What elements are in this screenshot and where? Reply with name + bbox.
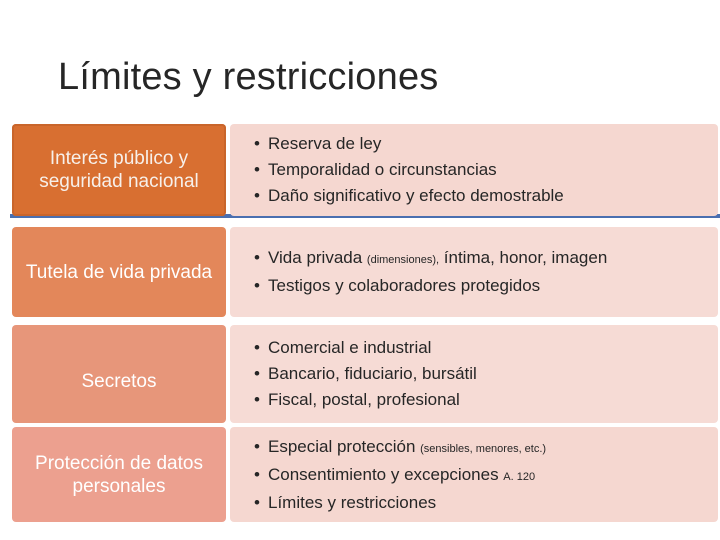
bullet-item [254, 335, 718, 361]
category-label-box [12, 427, 226, 522]
bullet-text-tail: íntima, honor, imagen [439, 248, 608, 267]
category-label: Tutela de vida privada [25, 261, 213, 283]
bullet-note: (sensibles, menores, etc.) [420, 442, 547, 455]
bullet-text: Límites y restricciones [268, 492, 437, 512]
bullet-item [254, 361, 718, 387]
bullet-text: Consentimiento y excepciones [268, 464, 504, 484]
bullet-text: Daño significativo y efecto demostrable [268, 186, 564, 205]
bullet-text: Comercial e industrial [268, 338, 432, 357]
bullet-text: Reserva de ley [268, 134, 382, 153]
row-proteccion-datos [12, 427, 718, 522]
bullet-dot: • [254, 364, 260, 383]
slide-title: Límites y restricciones [58, 56, 439, 98]
bullet-item [254, 490, 718, 516]
bullet-dot: • [254, 186, 260, 205]
row-interes-publico [12, 124, 718, 216]
bullet-item [254, 387, 718, 413]
bullet-dot: • [254, 248, 260, 267]
bullet-note: (dimensiones), [366, 254, 440, 266]
detail-box [230, 124, 718, 216]
category-label: Secretos [81, 371, 157, 392]
bullet-dot: • [254, 338, 260, 357]
category-label: Protección de datos personales [35, 452, 203, 497]
bullet-dot: • [254, 276, 260, 295]
category-label-box [12, 325, 226, 423]
bullet-text: Especial protección [268, 436, 421, 456]
bullet-item [254, 183, 718, 209]
bullet-dot: • [254, 464, 260, 484]
bullet-text: Vida privada [268, 248, 367, 267]
bullet-item [254, 157, 718, 183]
bullet-item [254, 434, 718, 462]
bullet-text: Temporalidad o circunstancias [268, 160, 497, 179]
bullet-text: Fiscal, postal, profesional [268, 390, 460, 409]
bullet-note: A. 120 [503, 470, 536, 483]
row-tutela-vida-privada [12, 227, 718, 317]
bullet-dot: • [254, 436, 260, 456]
category-label-box [12, 227, 226, 317]
category-label: Interés público y seguridad nacional [39, 148, 199, 192]
detail-box [230, 227, 718, 317]
bullet-dot: • [254, 390, 260, 409]
category-label-box [12, 124, 226, 216]
bullet-text: Bancario, fiduciario, bursátil [268, 364, 477, 383]
bullet-item [254, 273, 718, 299]
bullet-item [254, 245, 718, 273]
detail-box [230, 427, 718, 522]
bullet-text: Testigos y colaboradores protegidos [268, 276, 541, 295]
detail-box [230, 325, 718, 423]
bullet-dot: • [254, 134, 260, 153]
bullet-item [254, 462, 718, 490]
bullet-item [254, 131, 718, 157]
row-secretos [12, 325, 718, 423]
bullet-dot: • [254, 160, 260, 179]
bullet-dot: • [254, 492, 260, 512]
